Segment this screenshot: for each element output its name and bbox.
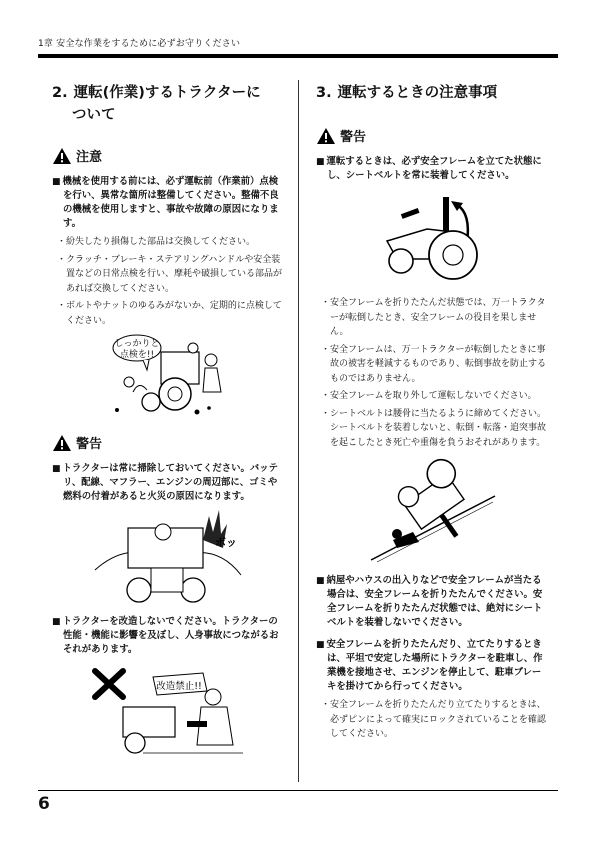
inspection-illustration <box>103 332 233 417</box>
caution-list <box>52 235 284 328</box>
no-modification-illustration <box>83 663 253 755</box>
list-item: ・ ボルトやナットのゆるみがないか、定期的に点検してください。 <box>52 299 284 328</box>
warning-bold-text-2: ■ 納屋やハウスの出入りなどで安全フレームが当たる場合は、安全フレームを折りたたんでください。安全フレームを折りたたんだ状態では、絶対にシートベルトを装着しないでください。 <box>316 574 548 630</box>
list-item: ・ 安全フレームは、万一トラクターが転倒したときに事故の被害を軽減するものであり、転倒事故を防止するものではありません。 <box>316 343 548 387</box>
rollover-illustration <box>367 456 497 564</box>
fire-hazard-illustration <box>93 510 243 605</box>
warning-bold-text-1: ■ 運転するときは、必ず安全フレームを立てた状態にし、シートベルトを常に装着してください。 <box>316 155 548 183</box>
caution-bold-text: ■ 機械を使用する前には、必ず運転前（作業前）点検を行い、異常な箇所は整備してください。整備不良の機械を使用しますと、事故や故障の原因になります。 <box>52 175 284 231</box>
chapter-header: 1章 安全な作業をするために必ずお守りください <box>38 39 241 49</box>
svg-text:しっかりと: しっかりと <box>114 339 160 349</box>
footer-rule <box>38 790 558 791</box>
right-column <box>316 82 548 745</box>
svg-text:改造禁止!!: 改造禁止!! <box>156 681 202 692</box>
warning-triangle-icon <box>52 434 72 452</box>
header-rule <box>38 54 558 58</box>
section-2-title: 2. 運転(作業)するトラクターに ついて <box>52 85 261 123</box>
warning-triangle-icon <box>52 147 72 165</box>
rops-notes-list <box>316 296 548 450</box>
list-item: ・ 安全フレームを折りたたんだ状態では、万一トラクターが転倒したとき、安全フレームの役目を果しません。 <box>316 296 548 340</box>
warning-bold-text-3: ■ 安全フレームを折りたたんだり、立てたりするときは、平坦で安定した場所にトラクターを駐車し、作業機を接地させ、エンジンを停止して、駐車ブレーキを掛けてから行ってください。 <box>316 638 548 694</box>
folding-notes-list <box>316 698 548 742</box>
list-item: ・ シートベルトは腰骨に当たるように締めてください。シートベルトを装着しないと、転倒・転落・追突事故を起こしたとき死亡や重傷を負うおそれがあります。 <box>316 407 548 451</box>
warning-heading-right: 警告 <box>316 126 548 145</box>
left-column <box>52 82 284 761</box>
list-item: ・ クラッチ・ブレーキ・ステアリングハンドルや安全装置などの日常点検を行い、摩耗や破損している部品があれば交換してください。 <box>52 253 284 297</box>
list-item: ・ 安全フレームを折りたたんだり立てたりするときは、必ずピンによって確実にロックされていることを確認してください。 <box>316 698 548 742</box>
list-item: ・ 紛失したり損傷した部品は交換してください。 <box>52 235 284 250</box>
svg-text:点検を!!: 点検を!! <box>119 350 155 360</box>
warning-bold-text-2: ■ トラクターを改造しないでください。トラクターの性能・機能に影響を及ぼし、人身事故につながるおそれがあります。 <box>52 615 284 657</box>
warning-triangle-icon <box>316 127 336 145</box>
page-number: 6 <box>38 794 50 814</box>
section-3-title: 3. 運転するときの注意事項 <box>316 85 498 101</box>
rops-raise-illustration <box>357 193 507 288</box>
list-item: ・ 安全フレームを取り外して運転しないでください。 <box>316 389 548 404</box>
column-divider <box>298 80 299 782</box>
warning-heading-left: 警告 <box>52 433 284 452</box>
caution-heading: 注意 <box>52 146 284 165</box>
warning-bold-text-1: ■ トラクターは常に掃除しておいてください。バッテリ、配線、マフラー、エンジンの周辺部に、ゴミや燃料の付着があると火災の原因になります。 <box>52 462 284 504</box>
svg-text:ボッ: ボッ <box>215 536 237 549</box>
